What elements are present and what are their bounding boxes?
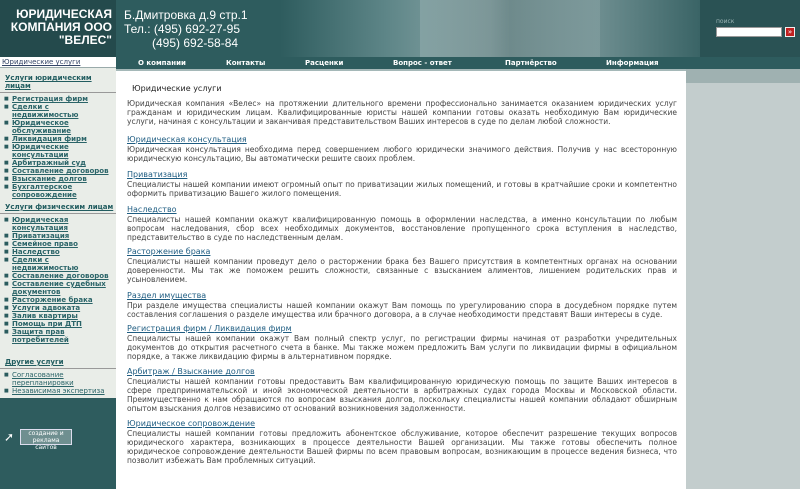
sidebar-legal-list [0,95,116,199]
section-link[interactable]: Ликвидация фирм [214,324,292,333]
search-button[interactable]: » [785,27,795,37]
sidebar-item[interactable]: ■ Составление договоров [4,167,116,175]
section-heading [127,367,677,377]
sidebar-item[interactable]: ■ Составление судебных документов [4,280,116,296]
sidebar-item[interactable]: ■ Залив квартиры [4,312,116,320]
sidebar-legal-head[interactable]: Услуги юридическим лицам [0,74,116,93]
section-text: Специалисты нашей компании проведут дело о расторжении брака без Вашего присутствия в компетентных органах на основании доверенности. Мы так же поможем решить сложности, связанные с взысканием алиментов, лишением родительских прав и усыновлением. [127,257,677,284]
top-nav [116,57,686,69]
sidebar-item[interactable]: ■ Юридические консультации [4,143,116,159]
sidebar-item[interactable]: ■ Помощь при ДТП [4,320,116,328]
main-content [116,71,686,489]
nav-about[interactable]: О компании [138,59,186,67]
section-link[interactable]: Наследство [127,205,177,214]
sidebar-item[interactable]: ■ Сделки с недвижимостью [4,256,116,272]
section-text: При разделе имущества специалисты нашей компании окажут Вам помощь по урегулированию спора в досудебном порядке путем составления соглашения о разделе имущества или брачного договора, а в случае необходимости представят Ваши интересы в суде. [127,301,677,319]
sidebar-item[interactable]: ■ Услуги адвоката [4,304,116,312]
section-text: Специалисты нашей компании окажут Вам полный спектр услуг, по регистрации фирмы начиная от разработки учредительных документов до открытия расчетного счета в банке. Мы также можем предложить Вам услуги по ликвидации фирмы в официальном порядке, а также ликвидацию фирмы в альтернативном порядке. [127,334,677,361]
section-property [127,291,677,319]
nav-contacts[interactable]: Контакты [226,59,266,67]
section-link[interactable]: Взыскание долгов [177,367,255,376]
nav-faq[interactable]: Вопрос - ответ [393,59,452,67]
sidebar-footer [0,398,116,489]
search-input[interactable] [716,27,782,37]
header-photo-shade [420,0,600,57]
heading-separator: / [206,324,215,333]
sidebar-item[interactable]: ■ Ликвидация фирм [4,135,116,143]
sidebar-item[interactable]: ■ Приватизация [4,232,116,240]
sidebar-top [0,57,116,68]
sidebar-top-link[interactable]: Юридические услуги [2,58,81,66]
sidebar-legal-section [0,74,116,199]
sidebar-item[interactable]: ■ Юридическое обслуживание [4,119,116,135]
page-title: Юридические услуги [132,84,222,93]
nav-partnership[interactable]: Партнёрство [505,59,557,67]
sidebar [0,57,116,489]
section-link[interactable]: Приватизация [127,170,188,179]
section-consultation [127,135,677,163]
sidebar-item[interactable]: ■ Наследство [4,248,116,256]
sidebar-item[interactable]: ■ Согласование перепланировки [4,371,116,387]
arrow-icon: ➚ [4,430,15,444]
section-link[interactable]: Арбитраж [127,367,170,376]
section-link[interactable]: Юридическая консультация [127,135,247,144]
right-column-nav-fill [686,57,800,69]
web-studio-button[interactable]: создание и реклама сайтов [20,429,72,445]
sidebar-item[interactable]: ■ Юридическая консультация [4,216,116,232]
sidebar-physical-section [0,203,116,344]
section-text: Специалисты нашей компании имеют огромный опыт по приватизации жилых помещений, и готовы в кратчайшие сроки и компетентно оформить приватизацию Вашего жилого помещения. [127,180,677,198]
sidebar-item[interactable]: ■ Независимая экспертиза [4,387,116,395]
nav-info[interactable]: Информация [606,59,659,67]
sidebar-physical-list [0,216,116,344]
nav-prices[interactable]: Расценки [305,59,344,67]
right-column [686,57,800,489]
section-inheritance [127,205,677,242]
phone-line-2: (495) 692-58-84 [152,36,239,50]
sidebar-physical-head[interactable]: Услуги физическим лицам [0,203,116,214]
sidebar-other-list [0,371,116,395]
section-link[interactable]: Раздел имущества [127,291,207,300]
section-link[interactable]: Регистрация фирм [127,324,207,333]
section-text: Специалисты нашей компании готовы предложить абонентское обслуживание, которое обеспечит разрешение текущих вопросов юридического характера, возникающих в процессе деятельности Вашей организации. Мы также готовы обеспечить полное юридическое сопровождение деятельности Вашей фирмы по всем правовым вопросам, возникающим в процессе ведения бизнеса, что позволит избежать Вам проблемных ситуаций. [127,429,677,465]
section-text: Специалисты нашей компании окажут квалифицированную помощь в оформлении наследства, а именно консультации по любым вопросам наследования, сбор всех необходимых документов, восстановление пропущенного срока вступления в наследство, представительство в суде по наследственным делам. [127,215,677,242]
section-divorce [127,247,677,284]
sidebar-item[interactable]: ■ Сделки с недвижимостью [4,103,116,119]
section-text: Юридическая консультация необходима перед совершением любого юридически значимого действия. Получив у нас всесторонную юридическую консультацию, Вы автоматически решите своих проблем. [127,145,677,163]
heading-separator: / [169,367,178,376]
header [0,0,800,57]
sidebar-item[interactable]: ■ Защита прав потребителей [4,328,116,344]
sidebar-item[interactable]: ■ Взыскание долгов [4,175,116,183]
section-arbitration [127,367,677,413]
section-text: Специалисты нашей компании готовы предоставить Вам квалифицированную юридическую помощь по защите Ваших интересов в сфере предпринимательской и иной экономической деятельности в арбитражных судах города Москвы и Московской области. Преимущественно к нам обращаются по вопросам взыскания долгов, поскольку специалисты нашей компании обладают обширным опытом взыскания долгов независимо от оснований возникновения задолженности. [127,377,677,413]
section-link[interactable]: Юридическое сопровождение [127,419,255,428]
section-privatization [127,170,677,198]
sidebar-item[interactable]: ■ Регистрация фирм [4,95,116,103]
search-label: поиск [716,18,735,25]
sidebar-other-section [0,358,116,395]
sidebar-item[interactable]: ■ Арбитражный суд [4,159,116,167]
right-column-band [686,69,800,83]
address-line: Б.Дмитровка д.9 стр.1 [124,8,248,22]
sidebar-item[interactable]: ■ Расторжение брака [4,296,116,304]
sidebar-other-head[interactable]: Другие услуги [0,358,116,369]
phone-line-1: Тел.: (495) 692-27-95 [124,22,240,36]
sidebar-item[interactable]: ■ Составление договоров [4,272,116,280]
contact-block [124,8,248,50]
section-registration [127,324,677,361]
company-name: ЮРИДИЧЕСКАЯ КОМПАНИЯ ООО "ВЕЛЕС" [10,7,112,47]
sidebar-item[interactable]: ■ Семейное право [4,240,116,248]
section-link[interactable]: Расторжение брака [127,247,211,256]
sidebar-item[interactable]: ■ Бухгалтерское сопровождение [4,183,116,199]
section-heading [127,324,677,334]
intro-text: Юридическая компания «Велес» на протяжении длительного времени профессионально занимается оказанием юридических услуг гражданам и юридическим лицам. Квалифицированные юристы нашей компании готовы оказать необходимую Вам юридические услуги, начиная с консультации и заканчивая представительством Ваших интересов в суде по делам любой сложности. [127,99,677,126]
section-support [127,419,677,465]
